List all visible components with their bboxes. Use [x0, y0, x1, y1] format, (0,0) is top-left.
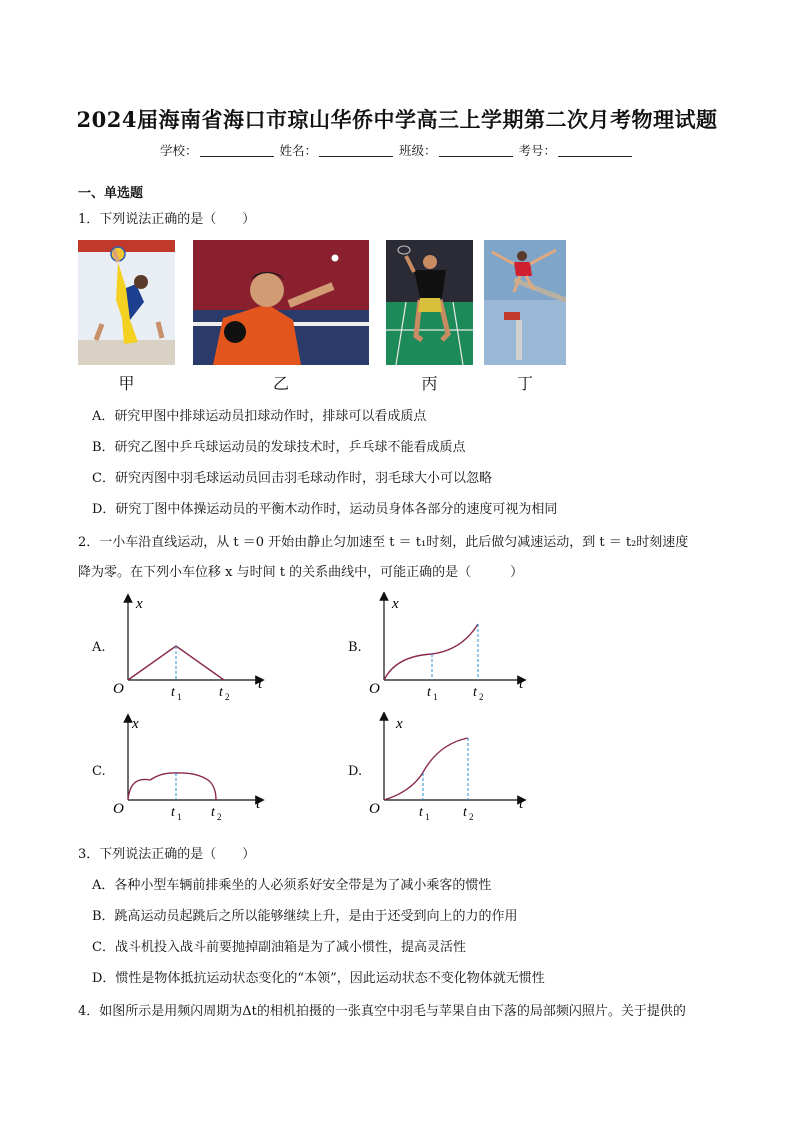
- q1-stem: 1．下列说法正确的是（ ）: [78, 212, 256, 227]
- graph-a-t1-sub: 1: [177, 692, 182, 702]
- graph-a-origin: O: [113, 681, 124, 697]
- graph-a-x-label: x: [136, 596, 143, 612]
- graph-b-t1: t: [427, 685, 431, 700]
- q2-stem-line1: 2．一小车沿直线运动，从 t ＝0 开始由静止匀加速至 t ＝ t₁时刻，此后做匀减速运动，到 t ＝ t₂时刻速度: [78, 535, 689, 550]
- graph-d-origin: O: [369, 801, 380, 817]
- q2-stem-line2: 降为零。在下列小车位移 x 与时间 t 的关系曲线中，可能正确的是（ ）: [78, 565, 524, 580]
- class-blank: [439, 144, 513, 157]
- photo-badminton: [386, 240, 473, 365]
- graph-b-curve: [384, 624, 478, 680]
- graph-b: [366, 592, 532, 704]
- school-label: 学校：: [159, 143, 198, 158]
- q1-option-a: A．研究甲图中排球运动员扣球动作时，排球可以看成质点: [92, 409, 427, 424]
- q2-option-d-label: D.: [348, 764, 363, 779]
- name-blank: [319, 144, 393, 157]
- student-info-line: [0, 141, 794, 159]
- graph-d-curve: [384, 738, 468, 800]
- graph-a-t2-sub: 2: [225, 692, 230, 702]
- graph-c-t1-sub: 1: [177, 812, 182, 822]
- caption-yi: 乙: [272, 374, 289, 393]
- photo-table-tennis: [193, 240, 369, 365]
- class-label: 班级：: [398, 143, 437, 158]
- exam-no-label: 考号：: [518, 143, 556, 158]
- q3-option-d: D．惯性是物体抵抗运动状态变化的“本领”，因此运动状态不变化物体就无惯性: [92, 971, 545, 986]
- graph-a: [110, 592, 270, 704]
- graph-c-t2-sub: 2: [217, 812, 222, 822]
- graph-d-t2-sub: 2: [469, 812, 474, 822]
- q1-option-d: D．研究丁图中体操运动员的平衡木动作时，运动员身体各部分的速度可视为相同: [92, 502, 558, 517]
- graph-b-x-label: x: [392, 596, 399, 612]
- q3-option-c: C．战斗机投入战斗前要抛掉副油箱是为了减小惯性，提高灵活性: [92, 940, 466, 955]
- graph-c-curve: [128, 773, 216, 800]
- exam-no-blank: [558, 144, 632, 157]
- graph-b-origin: O: [369, 681, 380, 697]
- graph-b-t2-sub: 2: [479, 692, 484, 702]
- graph-d: [366, 712, 532, 824]
- graph-d-t-label: t: [519, 796, 524, 812]
- graph-d-x-label: x: [396, 716, 403, 732]
- graph-b-t1-sub: 1: [433, 692, 438, 702]
- graph-c-t1: t: [171, 805, 175, 820]
- section-heading: 一、单选题: [78, 186, 144, 201]
- photo-volleyball: [78, 240, 175, 365]
- q1-option-c: C．研究丙图中羽毛球运动员回击羽毛球动作时，羽毛球大小可以忽略: [92, 471, 492, 486]
- graph-c-origin: O: [113, 801, 124, 817]
- graph-c-x-label: x: [132, 716, 139, 732]
- caption-bing: 丙: [421, 374, 438, 393]
- graph-c: [110, 712, 270, 824]
- graph-c-t2: t: [211, 805, 215, 820]
- q2-option-b-label: B.: [348, 640, 362, 655]
- photo-gymnastics: [484, 240, 566, 365]
- q3-option-b: B．跳高运动员起跳后之所以能够继续上升，是由于还受到向上的力的作用: [92, 909, 518, 924]
- name-label: 姓名：: [279, 143, 317, 158]
- graph-b-t2: t: [473, 685, 477, 700]
- caption-jia: 甲: [118, 374, 135, 393]
- graph-a-t1: t: [171, 685, 175, 700]
- page-title: 2024届海南省海口市琼山华侨中学高三上学期第二次月考物理试题: [76, 107, 718, 132]
- q2-option-c-label: C.: [92, 764, 106, 779]
- graph-c-t-label: t: [256, 796, 261, 812]
- graph-d-t2: t: [463, 805, 467, 820]
- graph-d-t1: t: [419, 805, 423, 820]
- q1-option-b: B．研究乙图中乒乓球运动员的发球技术时，乒乓球不能看成质点: [92, 440, 466, 455]
- q4-stem: 4．如图所示是用频闪周期为Δt的相机拍摄的一张真空中羽毛与苹果自由下落的局部频闪照片。关于提供的: [78, 1004, 686, 1019]
- graph-a-t2: t: [219, 685, 223, 700]
- q3-stem: 3．下列说法正确的是（ ）: [78, 847, 256, 862]
- graph-b-t-label: t: [519, 676, 524, 692]
- caption-ding: 丁: [516, 374, 533, 393]
- graph-d-t1-sub: 1: [425, 812, 430, 822]
- school-blank: [200, 144, 274, 157]
- q2-option-a-label: A.: [92, 640, 106, 655]
- graph-a-t-label: t: [258, 676, 263, 692]
- q3-option-a: A．各种小型车辆前排乘坐的人必须系好安全带是为了减小乘客的惯性: [92, 878, 492, 893]
